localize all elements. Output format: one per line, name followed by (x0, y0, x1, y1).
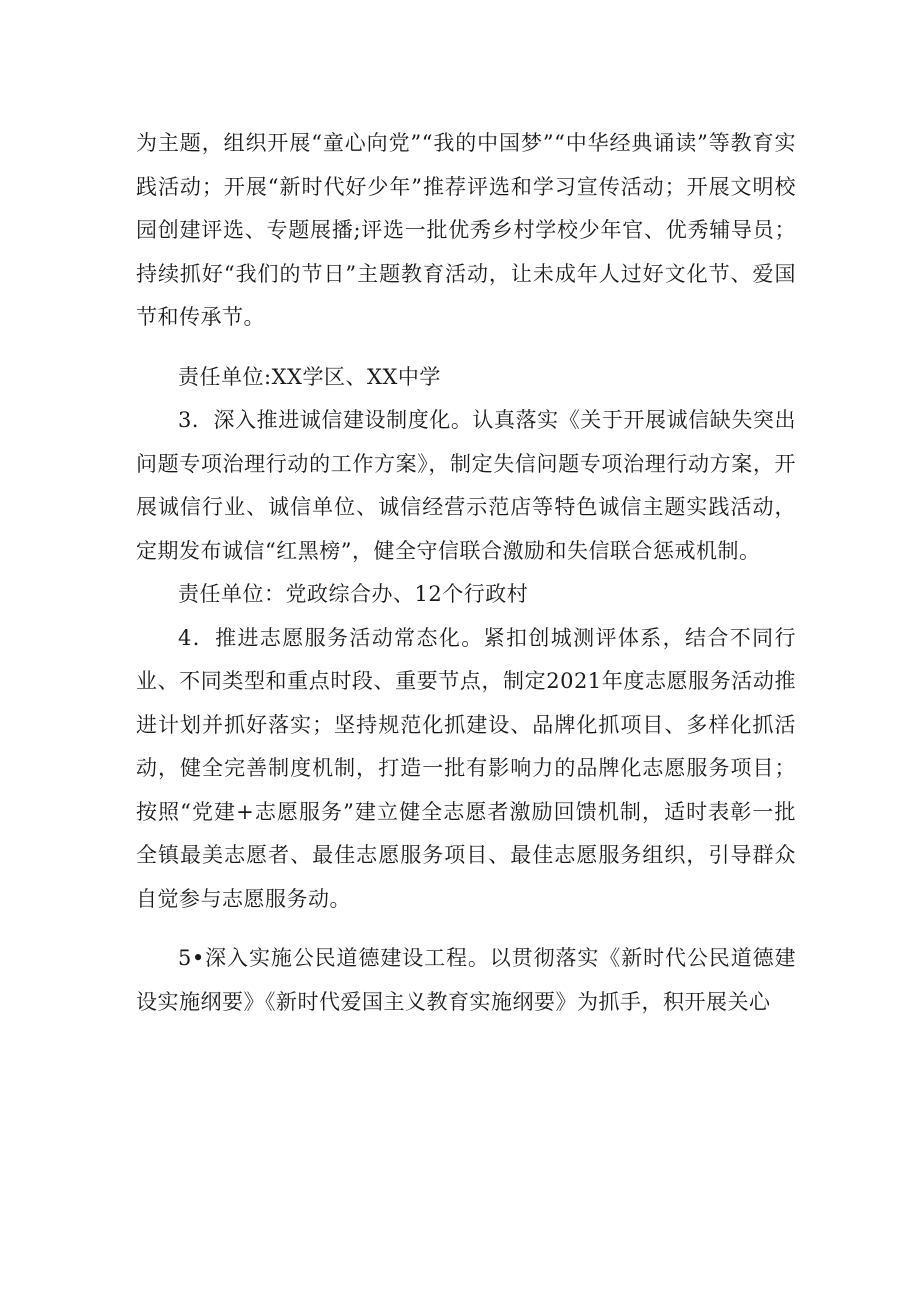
document-body (136, 122, 796, 1024)
paragraph-civic-morality: 5•深入实施公民道德建设工程。以贯彻落实《新时代公民道德建设实施纲要》《新时代爱国主义教育实施纲要》为抓手，积开展关心 (136, 946, 796, 1014)
paragraph-youth-education: 为主题，组织开展“童心向党”“我的中国梦”“中华经典诵读”等教育实践活动；开展“新时代好少年”推荐评选和学习宣传活动；开展文明校园创建评选、专题展播;评选一批优秀乡村学校少年官、优秀辅导员；持续抓好“我们的节日”主题教育活动，让未成年人过好文化节、爱国节和传承节。 (136, 131, 796, 329)
responsible-unit-1: 责任单位:XX学区、XX中学 (178, 364, 441, 389)
responsible-unit-2: 责任单位：党政综合办、12个行政村 (178, 582, 529, 606)
paragraph-integrity-building: 3．深入推进诚信建设制度化。认真落实《关于开展诚信缺失突出问题专项治理行动的工作方案》，制定失信问题专项治理行动方案，开展诚信行业、诚信单位、诚信经营示范店等特色诚信主题实践活动，定期发布诚信“红黑榜”，健全守信联合激励和失信联合惩戒机制。 (136, 408, 796, 563)
paragraph-volunteer-service: 4．推进志愿服务活动常态化。紧扣创城测评体系，结合不同行业、不同类型和重点时段、重要节点，制定2021年度志愿服务活动推进计划并抓好落实；坚持规范化抓建设、品牌化抓项目、多样化抓活动，健全完善制度机制，打造一批有影响力的品牌化志愿服务项目；按照“党建+志愿服务”建立健全志愿者激励回馈机制，适时表彰一批全镇最美志愿者、最佳志愿服务项目、最佳志愿服务组织，引导群众自觉参与志愿服务动。 (136, 625, 796, 911)
